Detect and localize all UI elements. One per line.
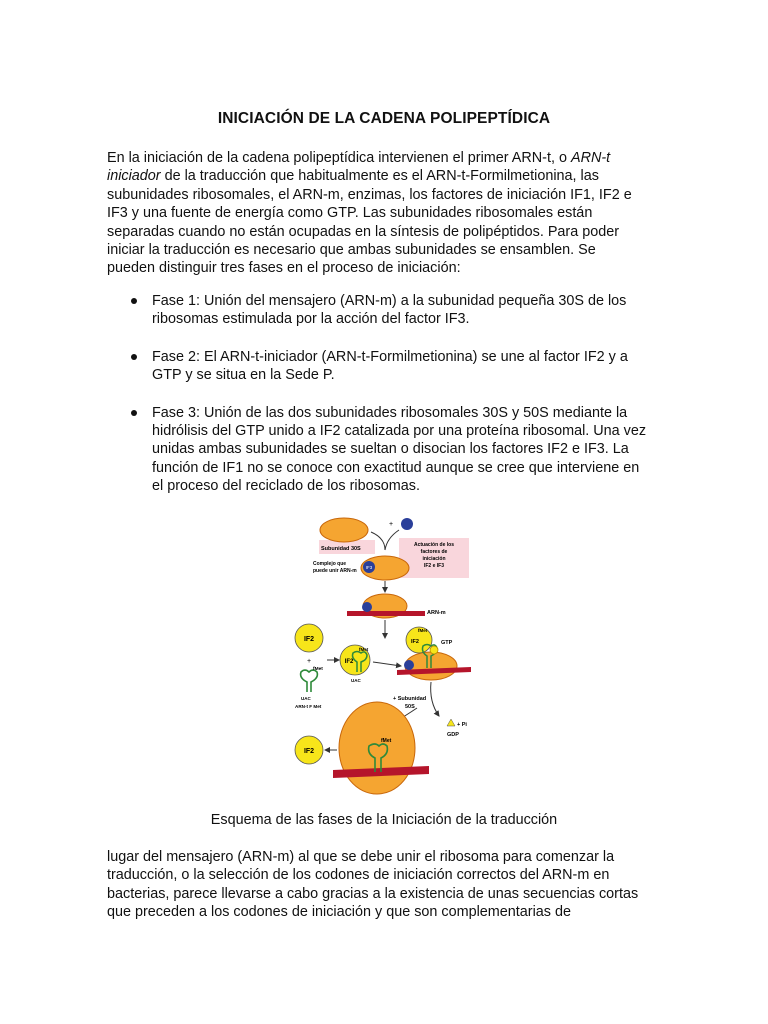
arn-t-fmet-label: ARN-t F Met: [295, 704, 322, 709]
intro-text-2: de la traducción que habitualmente es el ARN-t-Formilmetionina, las subunidades ribosomales, el ARN-m, enzimas, los factores de iniciación IF1, IF2 e IF3 y una fuente de energía como GTP. Las subunidades ribosomales están separadas cuando no están ocupadas en la síntesis de polipéptidos. Para poder iniciar la traducción es necesario que ambas subunidades se ensamblen. Se pueden distinguir tres fases en el proceso de iniciación:: [107, 168, 632, 277]
label-arn-m: ARN-m: [427, 610, 446, 616]
if2-label: IF2: [303, 636, 315, 643]
phase-text: Fase 2: El ARN-t-iniciador (ARN-t-Formilmetionina) se une al factor IF2 y a GTP y se situa en la Sede P.: [152, 348, 628, 384]
fmet-label: fMet: [381, 738, 392, 744]
continuation-paragraph: lugar del mensajero (ARN-m) al que se debe unir el ribosoma para comenzar la traducción, o la selección de los codones de iniciación correctos del ARN-m en bacterias, parece llevarse a cabo gracias a la existencia de unas secuencias cortas que preceden a los codones de iniciación y que son complementarias de: [107, 849, 639, 921]
document-title: INICIACIÓN DE LA CADENA POLIPEPTÍDICA: [217, 110, 551, 127]
bullet-icon: [131, 354, 137, 360]
uac-label: UAC: [301, 696, 311, 701]
if3-factor-icon: [401, 518, 413, 530]
phase-text: Fase 3: Unión de las dos subunidades ribosomales 30S y 50S mediante la hidrólisis del GTP unido a IF2 catalizada por una proteína ribosomal. Una vez unidas ambas subunidades se sueltan o disocian los factores IF2 e IF3. La función de IF1 no se conoce con exactitud aunque se cree que interviene en el proceso del reciclado de los ribosomas.: [152, 404, 647, 495]
label-50s: 50S: [405, 704, 415, 710]
translation-initiation-diagram: [289, 510, 481, 812]
label-plus-subunidad: + Subunidad: [393, 696, 427, 702]
phase-text: Fase 1: Unión del mensajero (ARN-m) a la subunidad pequeña 30S de los ribosomas estimulada por la acción del factor IF3.: [152, 293, 627, 328]
phase-item: [107, 404, 647, 496]
ribosome-30s-shape: [320, 518, 368, 542]
fmet-label: fMet: [313, 667, 323, 672]
if3-on-ribosome-icon: [404, 660, 414, 670]
label-actuacion-2: factores de: [420, 549, 448, 555]
intro-paragraph: [107, 149, 647, 278]
gtp-label: GTP: [441, 640, 453, 646]
figure-caption: Esquema de las fases de la Iniciación de la traducción: [210, 812, 558, 828]
bullet-icon: [131, 298, 137, 304]
merge-arrow: [371, 530, 399, 550]
label-complejo-2: puede unir ARN-m: [313, 568, 357, 574]
trna-fmet-icon: [301, 670, 318, 692]
label-subunidad-30s: Subunidad 30S: [321, 546, 361, 552]
intro-italic-term: ARN-t iniciador: [107, 150, 611, 185]
fmet-label: fMet: [418, 628, 428, 633]
phase-item: [107, 292, 647, 329]
right-arrow: [373, 662, 401, 666]
mrna-strand: [347, 611, 425, 616]
intro-text-1: En la iniciación de la cadena polipeptídica intervienen el primer ARN-t, o: [107, 150, 571, 166]
pi-label: + Pi: [457, 722, 467, 728]
phase-item: [107, 348, 647, 385]
gdp-triangle-icon: [447, 719, 455, 726]
if3-bound-label: IF3: [365, 565, 373, 570]
plus-sign: +: [307, 658, 312, 665]
if2-label: IF2: [303, 748, 315, 755]
label-complejo-1: Complejo que: [313, 561, 347, 567]
fmet-label: fMet: [359, 647, 369, 652]
if2-label: IF2: [344, 659, 354, 665]
curved-arrow: [431, 682, 439, 716]
if3-on-mrna-icon: [362, 602, 372, 612]
gdp-label: GDP: [447, 732, 459, 738]
label-actuacion-4: IF2 e IF3: [423, 563, 445, 569]
label-actuacion-3: iniciación: [422, 556, 446, 562]
bullet-icon: [131, 410, 137, 416]
label-actuacion-1: Actuación de los: [413, 542, 455, 548]
gtp-icon: [430, 646, 438, 654]
uac-label: UAC: [351, 678, 361, 683]
if2-label: IF2: [411, 639, 419, 645]
plus-sign: +: [389, 521, 394, 528]
ribosome-70s-shape: [339, 702, 415, 794]
phases-list: [107, 292, 647, 515]
